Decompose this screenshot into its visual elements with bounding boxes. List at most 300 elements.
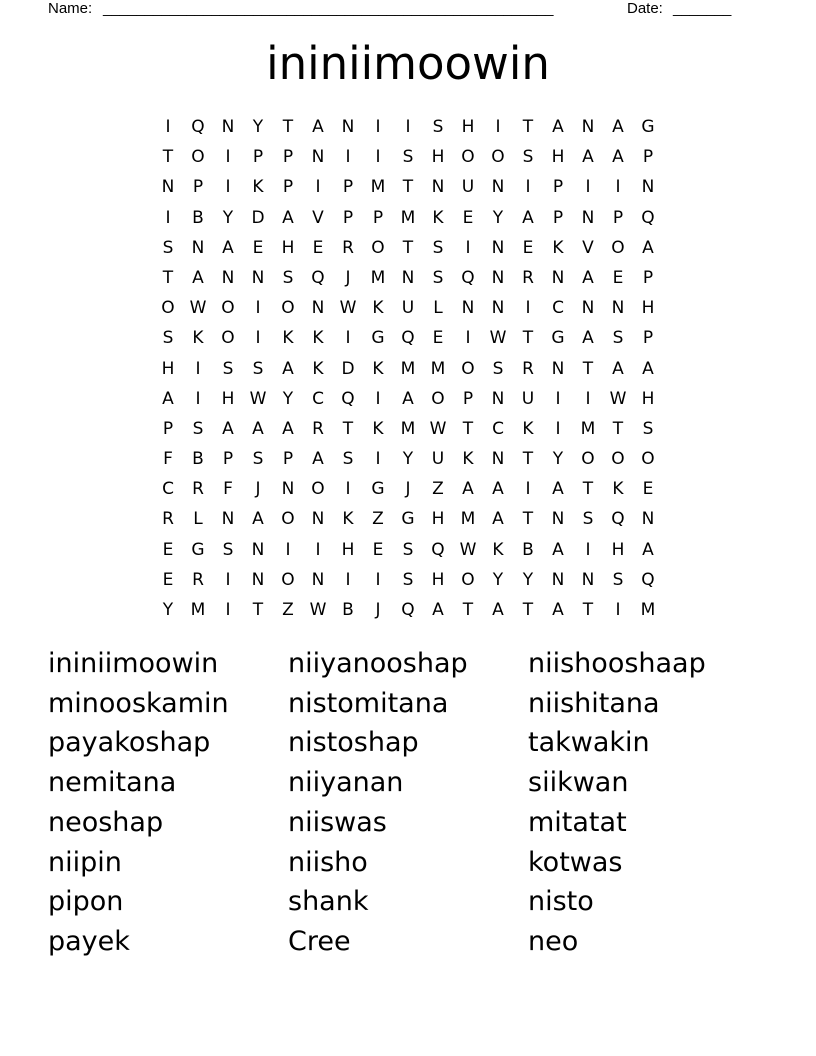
grid-letter: N: [641, 509, 655, 530]
grid-letter: P: [612, 207, 624, 228]
grid-letter: Q: [311, 267, 325, 288]
grid-letter: O: [161, 298, 175, 319]
grid-letter: F: [223, 479, 233, 500]
grid-letter: B: [342, 600, 354, 620]
grid-letter: T: [462, 600, 474, 620]
grid-letter: T: [522, 509, 534, 530]
word-list-item: niiyanooshap: [288, 648, 468, 679]
grid-letter: S: [642, 418, 654, 439]
grid-letter: I: [165, 117, 171, 137]
grid-letter: O: [221, 298, 235, 319]
grid-letter: Z: [282, 600, 294, 620]
grid-letter: Y: [282, 388, 294, 409]
grid-letter: A: [432, 600, 444, 620]
grid-letter: Q: [461, 267, 475, 288]
grid-letter: K: [522, 418, 534, 439]
grid-letter: S: [612, 328, 624, 349]
grid-letter: S: [402, 539, 414, 560]
grid-letter: N: [491, 177, 505, 198]
grid-letter: A: [282, 358, 294, 379]
grid-letter: N: [491, 237, 505, 258]
grid-letter: T: [162, 267, 174, 288]
grid-letter: R: [522, 358, 534, 379]
grid-letter: M: [370, 267, 386, 288]
grid-letter: H: [431, 147, 445, 168]
grid-letter: Y: [222, 207, 234, 228]
grid-letter: A: [192, 267, 204, 288]
grid-letter: A: [642, 539, 654, 560]
grid-letter: C: [492, 418, 504, 439]
grid-letter: H: [641, 298, 655, 319]
grid-letter: O: [581, 449, 595, 470]
word-list-item: shank: [288, 886, 369, 918]
grid-letter: E: [642, 479, 654, 500]
grid-letter: I: [165, 207, 171, 228]
word-list-item: payakoshap: [48, 727, 211, 759]
grid-letter: I: [585, 539, 591, 560]
grid-letter: G: [191, 539, 205, 560]
grid-letter: I: [585, 388, 591, 409]
grid-letter: I: [345, 569, 351, 590]
grid-letter: R: [192, 569, 204, 590]
grid-letter: O: [221, 328, 235, 349]
grid-letter: Y: [252, 117, 264, 137]
grid-letter: I: [375, 388, 381, 409]
name-label: Name:: [48, 0, 93, 17]
grid-letter: M: [400, 207, 416, 228]
grid-letter: P: [282, 449, 294, 470]
grid-letter: Q: [641, 569, 655, 590]
grid-letter: M: [190, 600, 206, 620]
grid-letter: S: [492, 358, 504, 379]
grid-letter: H: [611, 539, 625, 560]
grid-letter: T: [582, 479, 594, 500]
grid-letter: N: [551, 569, 565, 590]
grid-letter: K: [612, 479, 624, 500]
grid-letter: N: [311, 569, 325, 590]
grid-letter: Y: [552, 449, 564, 470]
grid-letter: T: [282, 117, 294, 137]
grid-letter: S: [252, 358, 264, 379]
grid-letter: A: [612, 117, 624, 137]
grid-letter: P: [552, 207, 564, 228]
grid-letter: A: [552, 600, 564, 620]
grid-letter: K: [282, 328, 294, 349]
grid-letter: O: [281, 509, 295, 530]
word-column-3: [528, 644, 768, 962]
grid-letter: Q: [191, 117, 205, 137]
grid-letter: N: [551, 509, 565, 530]
grid-letter: H: [431, 509, 445, 530]
word-list-item: payek: [48, 925, 130, 957]
grid-letter: W: [459, 539, 477, 560]
grid-letter: E: [162, 569, 174, 590]
grid-letter: N: [611, 298, 625, 319]
word-list-item: neoshap: [48, 806, 164, 838]
grid-letter: A: [522, 207, 534, 228]
grid-letter: W: [339, 298, 357, 319]
grid-letter: S: [612, 569, 624, 590]
grid-letter: S: [402, 147, 414, 168]
grid-letter: I: [555, 418, 561, 439]
grid-letter: E: [522, 237, 534, 258]
grid-letter: A: [282, 418, 294, 439]
grid-letter: N: [581, 569, 595, 590]
grid-letter: N: [191, 237, 205, 258]
grid-letter: M: [430, 358, 446, 379]
grid-letter: D: [251, 207, 265, 228]
grid-letter: N: [251, 539, 265, 560]
grid-letter: I: [615, 177, 621, 198]
grid-letter: H: [641, 388, 655, 409]
word-list-item: niiswas: [288, 806, 387, 838]
grid-letter: T: [522, 600, 534, 620]
word-list-item: nisto: [528, 886, 594, 918]
worksheet-header: [48, 0, 768, 20]
grid-letter: K: [312, 358, 324, 379]
grid-letter: N: [311, 298, 325, 319]
grid-letter: O: [311, 479, 325, 500]
grid-letter: A: [252, 509, 264, 530]
grid-letter: H: [431, 569, 445, 590]
grid-letter: B: [522, 539, 534, 560]
letter-grid: [153, 112, 664, 625]
grid-letter: N: [581, 298, 595, 319]
grid-letter: O: [461, 147, 475, 168]
grid-letter: T: [522, 117, 534, 137]
grid-letter: N: [431, 177, 445, 198]
word-list-item: nistomitana: [288, 687, 449, 719]
grid-letter: N: [341, 117, 355, 137]
grid-letter: I: [375, 147, 381, 168]
grid-letter: G: [641, 117, 655, 137]
grid-letter: T: [402, 237, 414, 258]
grid-letter: H: [281, 237, 295, 258]
grid-letter: I: [225, 600, 231, 620]
grid-letter: A: [492, 509, 504, 530]
grid-letter: T: [582, 600, 594, 620]
grid-letter: O: [281, 569, 295, 590]
grid-letter: M: [370, 177, 386, 198]
grid-letter: S: [432, 117, 444, 137]
grid-letter: I: [495, 117, 501, 137]
grid-letter: I: [525, 479, 531, 500]
grid-letter: S: [192, 418, 204, 439]
grid-letter: J: [255, 479, 261, 500]
grid-letter: A: [492, 479, 504, 500]
grid-letter: V: [582, 237, 594, 258]
grid-letter: Q: [341, 388, 355, 409]
grid-letter: S: [222, 358, 234, 379]
grid-letter: L: [193, 509, 203, 530]
grid-letter: U: [521, 388, 535, 409]
name-blank-line: ______________________________________________________: [103, 0, 554, 17]
grid-letter: N: [461, 298, 475, 319]
grid-letter: N: [551, 267, 565, 288]
grid-letter: K: [462, 449, 474, 470]
word-list: [48, 644, 768, 964]
grid-letter: A: [402, 388, 414, 409]
word-list-item: neo: [528, 925, 579, 957]
grid-letter: Q: [431, 539, 445, 560]
grid-letter: N: [221, 117, 235, 137]
word-column-2: [288, 644, 528, 962]
grid-letter: I: [375, 569, 381, 590]
grid-letter: O: [641, 449, 655, 470]
grid-letter: O: [281, 298, 295, 319]
grid-letter: A: [222, 237, 234, 258]
word-list-item: ininiimoowin: [48, 648, 219, 679]
grid-letter: N: [491, 388, 505, 409]
grid-letter: T: [252, 600, 264, 620]
word-list-item: niisho: [288, 846, 368, 878]
grid-letter: U: [431, 449, 445, 470]
word-list-item: pipon: [48, 886, 124, 918]
date-label: Date:: [627, 0, 663, 17]
grid-letter: N: [281, 479, 295, 500]
grid-letter: O: [461, 569, 475, 590]
grid-letter: M: [460, 509, 476, 530]
grid-letter: W: [249, 388, 267, 409]
grid-letter: K: [552, 237, 564, 258]
grid-letter: A: [552, 479, 564, 500]
grid-letter: U: [401, 298, 415, 319]
grid-letter: A: [582, 267, 594, 288]
grid-letter: O: [491, 147, 505, 168]
grid-letter: Y: [162, 600, 174, 620]
grid-letter: Z: [372, 509, 384, 530]
grid-letter: A: [252, 418, 264, 439]
grid-letter: N: [251, 267, 265, 288]
grid-letter: P: [162, 418, 174, 439]
grid-letter: T: [462, 418, 474, 439]
grid-letter: V: [312, 207, 324, 228]
grid-letter: I: [255, 328, 261, 349]
grid-letter: I: [315, 539, 321, 560]
grid-letter: E: [462, 207, 474, 228]
grid-letter: O: [611, 449, 625, 470]
grid-letter: S: [432, 237, 444, 258]
grid-letter: R: [162, 509, 174, 530]
grid-letter: N: [221, 267, 235, 288]
grid-letter: I: [525, 298, 531, 319]
grid-letter: G: [371, 328, 385, 349]
grid-letter: I: [375, 449, 381, 470]
grid-letter: M: [400, 358, 416, 379]
grid-letter: E: [162, 539, 174, 560]
grid-letter: R: [342, 237, 354, 258]
grid-letter: L: [433, 298, 443, 319]
grid-letter: Q: [611, 509, 625, 530]
grid-letter: K: [372, 298, 384, 319]
grid-letter: Q: [641, 207, 655, 228]
grid-letter: W: [609, 388, 627, 409]
grid-letter: G: [401, 509, 415, 530]
grid-letter: P: [342, 177, 354, 198]
grid-letter: E: [372, 539, 384, 560]
word-list-item: niipin: [48, 846, 122, 878]
grid-letter: P: [222, 449, 234, 470]
grid-letter: P: [552, 177, 564, 198]
grid-letter: B: [192, 207, 204, 228]
grid-letter: M: [400, 418, 416, 439]
grid-letter: A: [462, 479, 474, 500]
grid-letter: P: [642, 147, 654, 168]
grid-letter: Q: [401, 328, 415, 349]
grid-letter: A: [582, 147, 594, 168]
grid-letter: P: [342, 207, 354, 228]
grid-letter: W: [489, 328, 507, 349]
grid-letter: I: [465, 237, 471, 258]
grid-letter: H: [551, 147, 565, 168]
grid-letter: U: [461, 177, 475, 198]
grid-letter: Q: [401, 600, 415, 620]
grid-letter: S: [282, 267, 294, 288]
grid-letter: Y: [402, 449, 414, 470]
grid-letter: C: [552, 298, 564, 319]
grid-letter: A: [612, 358, 624, 379]
grid-letter: I: [315, 177, 321, 198]
grid-letter: K: [312, 328, 324, 349]
grid-letter: N: [581, 117, 595, 137]
grid-letter: I: [555, 388, 561, 409]
grid-letter: I: [345, 479, 351, 500]
grid-letter: D: [341, 358, 355, 379]
grid-letter: N: [491, 267, 505, 288]
grid-letter: S: [162, 328, 174, 349]
grid-letter: I: [615, 600, 621, 620]
grid-letter: Y: [492, 207, 504, 228]
grid-letter: S: [402, 569, 414, 590]
grid-letter: H: [341, 539, 355, 560]
grid-letter: T: [522, 449, 534, 470]
grid-letter: A: [162, 388, 174, 409]
grid-letter: I: [375, 117, 381, 137]
grid-letter: N: [311, 509, 325, 530]
grid-letter: S: [162, 237, 174, 258]
grid-letter: A: [642, 358, 654, 379]
grid-letter: I: [525, 177, 531, 198]
grid-letter: P: [282, 147, 294, 168]
grid-letter: C: [162, 479, 174, 500]
grid-letter: O: [431, 388, 445, 409]
grid-letter: H: [461, 117, 475, 137]
grid-letter: P: [192, 177, 204, 198]
grid-letter: R: [192, 479, 204, 500]
grid-letter: I: [225, 147, 231, 168]
grid-letter: K: [192, 328, 204, 349]
grid-letter: B: [192, 449, 204, 470]
grid-letter: A: [222, 418, 234, 439]
puzzle-title: ininiimoowin: [266, 37, 550, 90]
grid-letter: I: [225, 569, 231, 590]
grid-letter: H: [221, 388, 235, 409]
word-list-item: nemitana: [48, 767, 177, 799]
word-list-item: niishitana: [528, 687, 660, 719]
grid-letter: J: [405, 479, 411, 500]
grid-letter: M: [580, 418, 596, 439]
grid-letter: E: [432, 328, 444, 349]
grid-letter: N: [491, 298, 505, 319]
grid-letter: O: [611, 237, 625, 258]
word-list-item: takwakin: [528, 727, 650, 759]
grid-letter: P: [642, 267, 654, 288]
grid-letter: G: [371, 479, 385, 500]
grid-letter: N: [581, 207, 595, 228]
grid-letter: N: [161, 177, 175, 198]
grid-letter: E: [312, 237, 324, 258]
grid-letter: J: [375, 600, 381, 620]
grid-letter: W: [429, 418, 447, 439]
grid-letter: P: [282, 177, 294, 198]
grid-letter: N: [551, 358, 565, 379]
grid-letter: I: [345, 147, 351, 168]
grid-letter: T: [522, 328, 534, 349]
grid-letter: Y: [522, 569, 534, 590]
grid-letter: I: [225, 177, 231, 198]
grid-letter: I: [285, 539, 291, 560]
grid-letter: T: [402, 177, 414, 198]
grid-letter: N: [251, 569, 265, 590]
grid-letter: T: [342, 418, 354, 439]
word-list-item: nistoshap: [288, 727, 419, 759]
grid-letter: P: [372, 207, 384, 228]
grid-letter: K: [372, 418, 384, 439]
grid-letter: A: [552, 539, 564, 560]
grid-letter: R: [522, 267, 534, 288]
word-list-item: kotwas: [528, 846, 623, 878]
grid-letter: S: [222, 539, 234, 560]
grid-letter: E: [252, 237, 264, 258]
word-list-item: siikwan: [528, 767, 629, 799]
word-list-item: mitatat: [528, 806, 627, 838]
grid-letter: N: [641, 177, 655, 198]
grid-letter: G: [551, 328, 565, 349]
grid-letter: S: [252, 449, 264, 470]
grid-letter: F: [163, 449, 173, 470]
grid-letter: W: [309, 600, 327, 620]
grid-letter: P: [462, 388, 474, 409]
word-list-item: niiyanan: [288, 767, 404, 799]
grid-letter: I: [255, 298, 261, 319]
grid-letter: Y: [492, 569, 504, 590]
grid-letter: I: [465, 328, 471, 349]
grid-letter: N: [221, 509, 235, 530]
grid-letter: K: [492, 539, 504, 560]
grid-letter: K: [372, 358, 384, 379]
grid-letter: S: [582, 509, 594, 530]
grid-letter: J: [345, 267, 351, 288]
grid-letter: N: [311, 147, 325, 168]
grid-letter: K: [252, 177, 264, 198]
grid-letter: N: [401, 267, 415, 288]
grid-letter: A: [642, 237, 654, 258]
grid-letter: A: [582, 328, 594, 349]
grid-letter: Z: [432, 479, 444, 500]
grid-letter: C: [312, 388, 324, 409]
grid-letter: S: [522, 147, 534, 168]
grid-letter: K: [342, 509, 354, 530]
grid-letter: O: [371, 237, 385, 258]
grid-letter: H: [161, 358, 175, 379]
grid-letter: P: [252, 147, 264, 168]
date-blank-line: _______: [673, 0, 732, 17]
grid-letter: S: [342, 449, 354, 470]
grid-letter: E: [612, 267, 624, 288]
grid-letter: A: [312, 117, 324, 137]
grid-letter: S: [432, 267, 444, 288]
grid-letter: N: [491, 449, 505, 470]
